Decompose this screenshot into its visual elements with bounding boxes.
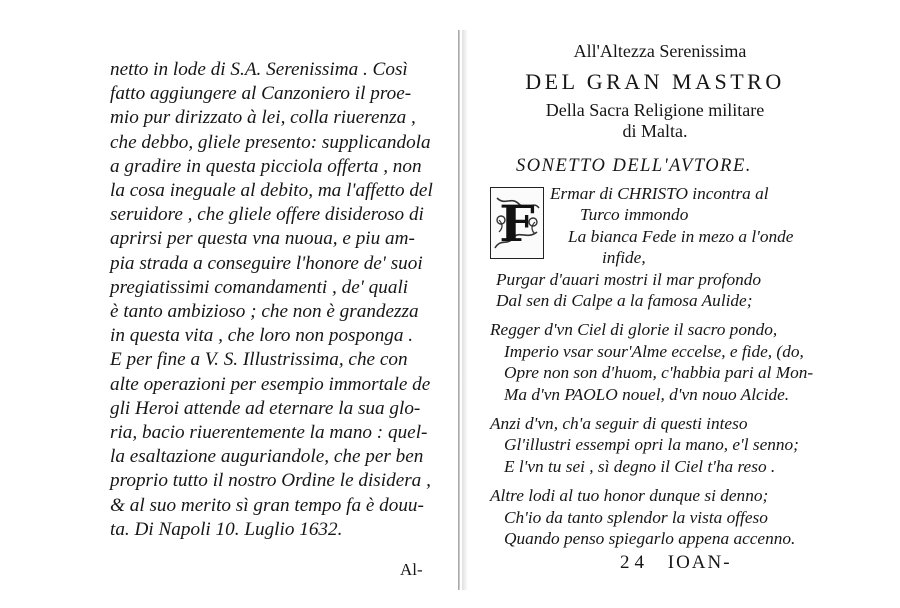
verse-line: Dal sen di Calpe a la famosa Aulide; xyxy=(496,291,753,311)
verse-line: E l'vn tu sei , sì degno il Ciel t'ha reso . xyxy=(504,456,776,476)
left-line: è tanto ambizioso ; che non è grandezza xyxy=(110,301,419,323)
verse-line: Imperio vsar sour'Alme eccelse, e fide, (do, xyxy=(504,341,804,361)
left-line: & al suo merito sì gran tempo fa è douu- xyxy=(110,494,424,516)
sonnet xyxy=(490,183,820,550)
verse-line: Ch'io da tanto splendor la vista offeso xyxy=(504,507,768,527)
right-page-text xyxy=(490,40,820,550)
verse-line: La bianca Fede in mezo a l'onde xyxy=(568,226,794,246)
verse-line: Gl'illustri essempi opri la mano, e'l senno; xyxy=(504,435,799,455)
verse-line: Purgar d'auari mostri il mar profondo xyxy=(496,269,762,289)
verse-line: Ma d'vn PAOLO nouel, d'vn nouo Alcide. xyxy=(504,384,790,404)
verse-line: Opre non son d'huom, c'habbia pari al Mon- xyxy=(504,363,814,383)
page-number: 24 xyxy=(620,552,649,573)
verse-line: Quando penso spiegarlo appena accenno. xyxy=(504,529,796,549)
left-line: E per fine a V. S. Illustrissima, che con xyxy=(110,349,408,371)
left-line: la esaltazione auguriandole, che per ben xyxy=(110,446,424,468)
left-line: gli Heroi attende ad eternare la sua glo- xyxy=(110,397,421,419)
left-line-date: ta. Di Napoli 10. Luglio 1632. xyxy=(110,518,343,540)
decorated-initial xyxy=(490,187,544,259)
sonnet-stanza xyxy=(490,485,820,549)
malta-heading: di Malta. xyxy=(622,121,688,141)
left-line: a gradire in questa picciola offerta , non xyxy=(110,155,422,177)
sonnet-stanza xyxy=(490,319,820,405)
sonnet-stanza xyxy=(490,183,820,311)
religion-heading: Della Sacra Religione militare xyxy=(545,100,765,120)
left-line: pregiatissimi comandamenti , de' quali xyxy=(110,276,409,298)
dedication-heading: All'Altezza Serenissima xyxy=(573,41,747,61)
sonnet-title: SONETTO DELL'AVTORE. xyxy=(516,156,752,176)
verse-line: Regger d'vn Ciel di glorie il sacro pondo, xyxy=(490,320,778,340)
gutter-shadow xyxy=(462,30,468,590)
dropcap-letter: F xyxy=(499,193,535,253)
right-catchword: IOAN- xyxy=(667,552,732,573)
left-line: la cosa ineguale al debito, ma l'affetto del xyxy=(110,180,433,202)
left-line: netto in lode di S.A. Serenissima . Così xyxy=(110,59,408,80)
left-line: che debbo, gliele presento: supplicandola xyxy=(110,131,431,153)
left-line: alte operazioni per esempio immortale de xyxy=(110,373,431,395)
grand-master-heading: DEL GRAN MASTRO xyxy=(525,69,785,94)
left-line: seruidore , che gliele offere disideroso di xyxy=(110,204,424,226)
left-line: aprirsi per questa vna nuoua, e piu am- xyxy=(110,228,415,250)
page-footer xyxy=(620,552,732,574)
sonnet-stanza xyxy=(490,413,820,477)
left-line: proprio tutto il nostro Ordine le disidera , xyxy=(110,470,431,492)
verse-line: Altre lodi al tuo honor dunque si denno; xyxy=(490,486,769,506)
left-line: ria, bacio riuerentemente la mano : quel- xyxy=(110,422,428,444)
left-page-text xyxy=(110,58,435,542)
verse-line: Ermar di CHRISTO incontra al xyxy=(550,184,769,203)
left-line: mio pur dirizzato à lei, colla riuerenza , xyxy=(110,107,416,129)
verse-line: Turco immondo xyxy=(580,205,689,225)
left-line: in questa vita , che loro non posponga . xyxy=(110,325,414,347)
book-gutter xyxy=(458,30,460,590)
left-line: fatto aggiungere al Canzoniero il proe- xyxy=(110,83,412,105)
left-line: pia strada a conseguire l'honore de' suoi xyxy=(110,252,423,274)
left-catchword: Al- xyxy=(400,560,423,579)
verse-line: infide, xyxy=(602,248,646,268)
verse-line: Anzi d'vn, ch'a seguir di questi inteso xyxy=(490,414,748,434)
